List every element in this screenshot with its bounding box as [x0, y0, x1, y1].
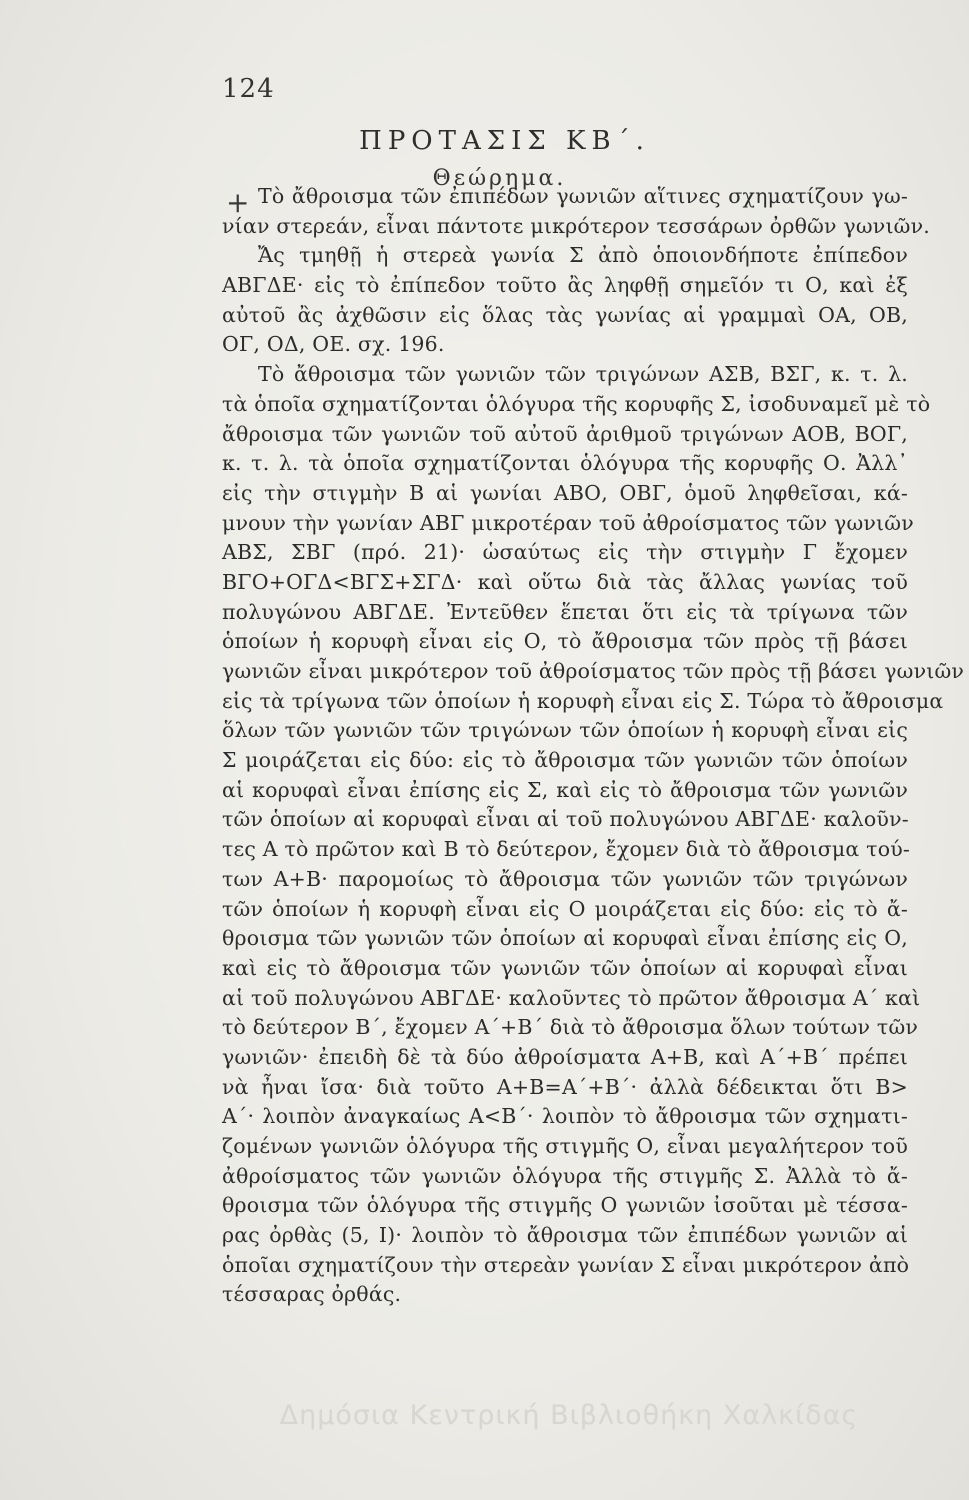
text-line: μνουν τὴν γωνίαν ΑΒΓ μικροτέραν τοῦ ἀθροίσματος τῶν γωνιῶν — [222, 510, 914, 535]
text-line: Α΄· λοιπὸν ἀναγκαίως Α<Β΄· λοιπὸν τὸ ἄθροισμα τῶν σχηματι- — [222, 1104, 908, 1129]
text-line: Ἄς τμηθῇ ἡ στερεὰ γωνία Σ ἀπὸ ὁποιονδήποτε ἐπίπεδον — [258, 243, 908, 268]
text-line: τῶν ὁποίων ἡ κορυφὴ εἶναι εἰς Ο μοιράζεται εἰς δύο: εἰς τὸ ἄ- — [222, 896, 908, 921]
text-line: κ. τ. λ. τὰ ὁποῖα σχηματίζονται ὁλόγυρα τῆς κορυφῆς Ο. Ἀλλ᾿ — [222, 451, 908, 476]
text-line: ὁποίων ἡ κορυφὴ εἶναι εἰς Ο, τὸ ἄθροισμα τῶν πρὸς τῇ βάσει — [222, 629, 908, 654]
text-line: θροισμα τῶν ὁλόγυρα τῆς στιγμῆς Ο γωνιῶν ἰσοῦται μὲ τέσσα- — [222, 1193, 908, 1218]
text-line: ΑΒΓΔΕ· εἰς τὸ ἐπίπεδον τοῦτο ἂς ληφθῇ σημεῖόν τι Ο, καὶ ἐξ — [222, 273, 908, 298]
handwritten-margin-mark: + — [226, 186, 250, 219]
text-line: Τὸ ἄθροισμα τῶν ἐπιπέδων γωνιῶν αἵτινες σχηματίζουν γω- — [258, 184, 908, 208]
library-watermark: Δημόσια Κεντρική Βιβλιοθήκη Χαλκίδας — [279, 1400, 859, 1431]
text-line: ὁποῖαι σχηματίζουν τὴν στερεὰν γωνίαν Σ εἶναι μικρότερον ἀπὸ — [222, 1252, 910, 1277]
text-line: των Α+Β· παρομοίως τὸ ἄθροισμα τῶν γωνιῶν τῶν τριγώνων — [222, 866, 908, 891]
text-line: νίαν στερεάν, εἶναι πάντοτε μικρότερον τεσσάρων ὀρθῶν γωνιῶν. — [222, 213, 930, 238]
text-line: ζομένων γωνιῶν ὁλόγυρα τῆς στιγμῆς Ο, εἶναι μεγαλήτερον τοῦ — [222, 1134, 908, 1158]
text-line: καὶ εἰς τὸ ἄθροισμα τῶν γωνιῶν τῶν ὁποίων αἱ κορυφαὶ εἶναι — [222, 955, 908, 980]
text-line: αὐτοῦ ἂς ἀχθῶσιν εἰς ὅλας τὰς γωνίας αἱ γραμμαὶ ΟΑ, ΟΒ, — [222, 302, 908, 327]
text-line: ΒΓΟ+ΟΓΔ<ΒΓΣ+ΣΓΔ· καὶ οὕτω διὰ τὰς ἄλλας γωνίας τοῦ — [222, 569, 908, 594]
theorem-body-text — [222, 182, 965, 1310]
text-line: ἀθροίσματος τῶν γωνιῶν ὁλόγυρα τῆς στιγμῆς Σ. Ἀλλὰ τὸ ἄ- — [222, 1163, 908, 1188]
text-line: γωνιῶν· ἐπειδὴ δὲ τὰ δύο ἀθροίσματα Α+Β, καὶ Α΄+Β΄ πρέπει — [222, 1044, 908, 1069]
text-line: τέσσαρας ὀρθάς. — [222, 1282, 402, 1307]
text-line: ἄθροισμα τῶν γωνιῶν τοῦ αὐτοῦ ἀριθμοῦ τριγώνων ΑΟΒ, ΒΟΓ, — [222, 421, 908, 446]
text-line: αἱ τοῦ πολυγώνου ΑΒΓΔΕ· καλοῦντες τὸ πρῶτον ἄθροισμα Α΄ καὶ — [222, 985, 921, 1010]
text-line: τες Α τὸ πρῶτον καὶ Β τὸ δεύτερον, ἔχομεν διὰ τὸ ἄθροισμα τού- — [222, 837, 911, 862]
text-line: Σ μοιράζεται εἰς δύο: εἰς τὸ ἄθροισμα τῶν γωνιῶν τῶν ὁποίων — [222, 748, 908, 773]
page-number: 124 — [222, 74, 275, 104]
text-line: ρας ὀρθὰς (5, Ι)· λοιπὸν τὸ ἄθροισμα τῶν ἐπιπέδων γωνιῶν αἱ — [222, 1223, 908, 1248]
text-line: νὰ ἦναι ἴσα· διὰ τοῦτο Α+Β=Α΄+Β΄· ἀλλὰ δέδεικται ὅτι Β> — [222, 1074, 908, 1099]
text-line: τῶν ὁποίων αἱ κορυφαὶ εἶναι αἱ τοῦ πολυγώνου ΑΒΓΔΕ· καλοῦν- — [222, 807, 909, 832]
text-line: πολυγώνου ΑΒΓΔΕ. Ἐντεῦθεν ἕπεται ὅτι εἰς τὰ τρίγωνα τῶν — [222, 599, 908, 624]
text-line: Τὸ ἄθροισμα τῶν γωνιῶν τῶν τριγώνων ΑΣΒ, ΒΣΓ, κ. τ. λ. — [258, 362, 908, 387]
text-line: εἰς τὴν στιγμὴν Β αἱ γωνίαι ΑΒΟ, ΟΒΓ, ὁμοῦ ληφθεῖσαι, κά- — [222, 480, 908, 505]
text-line: ΑΒΣ, ΣΒΓ (πρό. 21)· ὡσαύτως εἰς τὴν στιγμὴν Γ ἔχομεν — [222, 540, 908, 565]
text-line: αἱ κορυφαὶ εἶναι ἐπίσης εἰς Σ, καὶ εἰς τὸ ἄθροισμα τῶν γωνιῶν — [222, 777, 908, 802]
text-line: θροισμα τῶν γωνιῶν τῶν ὁποίων αἱ κορυφαὶ εἶναι ἐπίσης εἰς Ο, — [222, 926, 908, 951]
text-line: γωνιῶν εἶναι μικρότερον τοῦ ἀθροίσματος τῶν πρὸς τῇ βάσει γωνιῶν — [222, 659, 965, 683]
text-line: τὸ δεύτερον Β΄, ἔχομεν Α΄+Β΄ διὰ τὸ ἄθροισμα ὅλων τούτων τῶν — [222, 1015, 919, 1040]
text-line: ὅλων τῶν γωνιῶν τῶν τριγώνων τῶν ὁποίων ἡ κορυφὴ εἶναι εἰς — [222, 718, 908, 743]
proposition-heading: ΠΡΟΤΑΣΙΣ ΚΒ΄. — [359, 126, 650, 156]
text-line: ΟΓ, ΟΔ, ΟΕ. σχ. 196. — [222, 332, 445, 357]
text-line: τὰ ὁποῖα σχηματίζονται ὁλόγυρα τῆς κορυφῆς Σ, ἰσοδυναμεῖ μὲ τὸ — [222, 391, 931, 416]
text-line: εἰς τὰ τρίγωνα τῶν ὁποίων ἡ κορυφὴ εἶναι εἰς Σ. Τώρα τὸ ἄθροισμα — [222, 688, 944, 713]
theorem-subheading: Θεώρημα. — [432, 166, 567, 191]
